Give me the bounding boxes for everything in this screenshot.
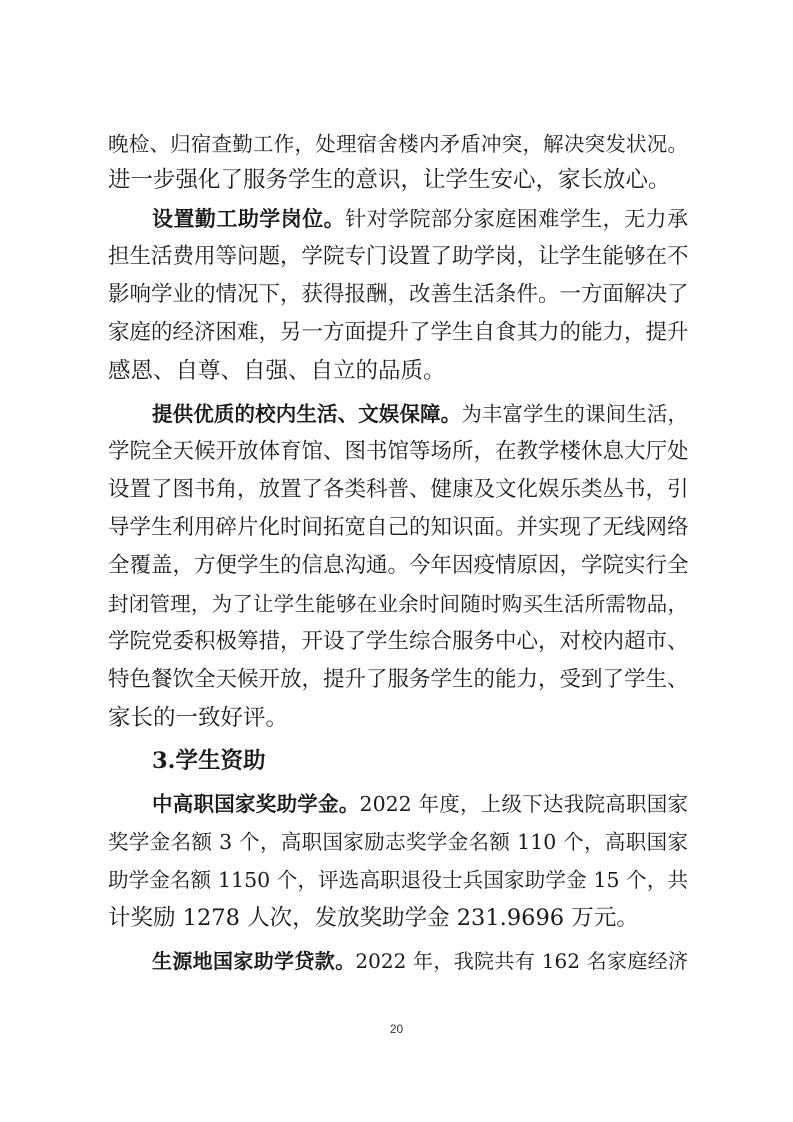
page-number: 20: [389, 1022, 404, 1036]
body-text-line: 家长的一致好评。: [108, 705, 289, 731]
body-text-line: 学院党委积极筹措，开设了学生综合服务中心，对校内超市、: [108, 629, 689, 654]
paragraph-lead: 生源地国家助学贷款。: [152, 949, 356, 973]
body-text-line: 学院全天候开放体育馆、图书馆等场所，在教学楼休息大厅处: [108, 439, 689, 464]
body-text-line: 感恩、自尊、自强、自立的品质。: [108, 358, 446, 384]
paragraph-lead: 设置勤工助学岗位。: [152, 206, 346, 231]
body-text-line: 影响学业的情况下，获得报酬，改善生活条件。一方面解决了: [108, 282, 689, 307]
body-text-line: 助学金名额 1150 个，评选高职退役士兵国家助学金 15 个，共: [108, 868, 688, 892]
body-text-line: 导学生利用碎片化时间拓宽自己的知识面。并实现了无线网络: [108, 515, 689, 540]
body-text-line: 计奖励 1278 人次，发放奖助学金 231.9696 万元。: [108, 905, 639, 931]
body-text-line: 担生活费用等问题，学院专门设置了助学岗，让学生能够在不: [108, 244, 689, 269]
body-text-line: 家庭的经济困难，另一方面提升了学生自食其力的能力，提升: [108, 320, 689, 345]
body-text-line: 晚检、归宿查勤工作，处理宿舍楼内矛盾冲突，解决突发状况。: [108, 132, 688, 156]
body-text-line: 进一步强化了服务学生的意识，让学生安心，家长放心。: [108, 167, 671, 193]
body-text: 针对学院部分家庭困难学生，无力承: [345, 207, 688, 231]
paragraph-first-line: [152, 943, 688, 979]
body-text-line: 特色餐饮全天候开放，提升了服务学生的能力，受到了学生、: [108, 667, 689, 692]
paragraph-lead: 中高职国家奖助学金。: [152, 792, 360, 816]
section-heading: 3.学生资助: [152, 748, 266, 774]
paragraph-first-line: [152, 786, 688, 822]
body-text: 2022 年，我院共有 162 名家庭经济: [355, 949, 688, 973]
paragraph-first-line: [152, 201, 688, 237]
body-text-line: 奖学金名额 3 个，高职国家励志奖学金名额 110 个，高职国家: [108, 830, 688, 854]
body-text: 为丰富学生的课间生活，: [461, 402, 689, 426]
body-text: 2022 年度，上级下达我院高职国家: [359, 792, 689, 816]
body-text-line: 全覆盖，方便学生的信息沟通。今年因疫情原因，学院实行全: [108, 553, 689, 578]
paragraph-first-line: [152, 396, 688, 432]
body-text-line: 设置了图书角，放置了各类科普、健康及文化娱乐类丛书，引: [108, 477, 689, 502]
paragraph-lead: 提供优质的校内生活、文娱保障。: [152, 402, 462, 426]
body-text-line: 封闭管理，为了让学生能够在业余时间随时购买生活所需物品，: [108, 592, 688, 616]
